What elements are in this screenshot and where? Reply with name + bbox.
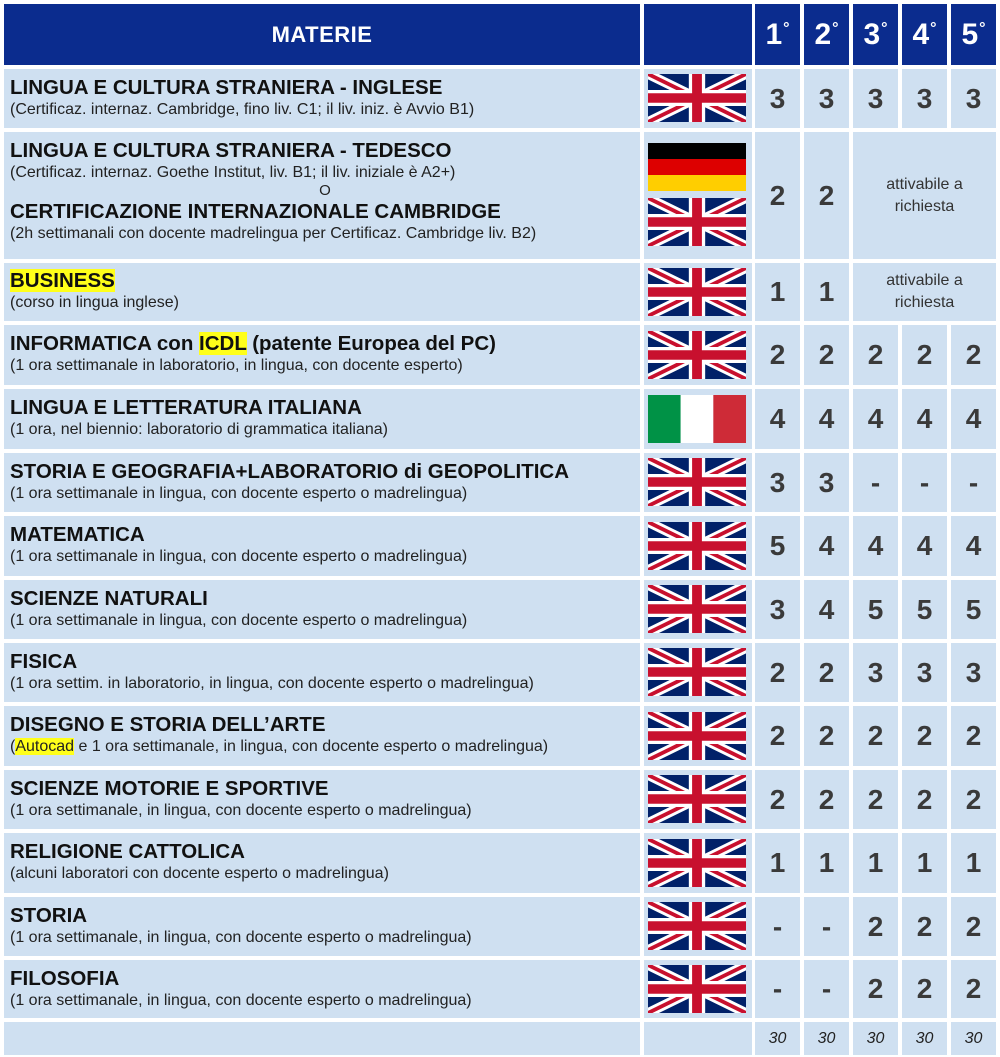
hours-year-5: 3 xyxy=(951,69,996,128)
subject-title: RELIGIONE CATTOLICA xyxy=(10,840,245,863)
hours-year-2: 4 xyxy=(804,580,849,639)
header-year-4: 4 ° xyxy=(902,4,947,65)
total-year-2: 30 xyxy=(804,1022,849,1055)
hours-year-2: 3 xyxy=(804,69,849,128)
subject-title-2: CERTIFICAZIONE INTERNAZIONALE CAMBRIDGE xyxy=(10,200,501,223)
uk-flag-icon xyxy=(648,331,746,379)
hours-year-4: 2 xyxy=(902,960,947,1018)
uk-flag-icon xyxy=(648,585,746,633)
uk-flag-icon xyxy=(648,775,746,823)
uk-flag-icon xyxy=(648,458,746,506)
highlighted-text: Autocad xyxy=(15,738,75,755)
hours-year-5: 2 xyxy=(951,770,996,829)
hours-year-4: 2 xyxy=(902,706,947,766)
hours-year-1: 2 xyxy=(755,643,800,702)
subject-note: (1 ora settimanale in lingua, con docente esperto o madrelingua) xyxy=(10,485,468,502)
uk-flag-icon xyxy=(648,268,746,316)
header-year-1: 1 ° xyxy=(755,4,800,65)
hours-year-5: - xyxy=(951,453,996,512)
hours-year-5: 2 xyxy=(951,706,996,766)
hours-year-1: 3 xyxy=(755,69,800,128)
subject-note: (1 ora, nel biennio: laboratorio di grammatica italiana) xyxy=(10,421,388,438)
hours-year-1: 1 xyxy=(755,263,800,321)
hours-year-2: 2 xyxy=(804,706,849,766)
subject-cell xyxy=(4,706,640,766)
subject-cell xyxy=(4,69,640,128)
subject-note: (Autocad e 1 ora settimanale, in lingua, con docente esperto o madrelingua) xyxy=(10,738,549,755)
hours-year-2: - xyxy=(804,960,849,1018)
header-materie: MATERIE xyxy=(4,4,640,65)
header-year-3: 3 ° xyxy=(853,4,898,65)
hours-year-2: 1 xyxy=(804,833,849,893)
subject-note: (Certificaz. internaz. Cambridge, fino liv. C1; il liv. iniz. è Avvio B1) xyxy=(10,101,475,118)
subject-title: STORIA xyxy=(10,904,88,927)
hours-year-4: 5 xyxy=(902,580,947,639)
totals-label-cell xyxy=(4,1022,640,1055)
subject-cell xyxy=(4,389,640,449)
germany-flag-icon xyxy=(648,143,746,191)
subject-title: DISEGNO E STORIA DELL’ARTE xyxy=(10,713,326,736)
highlighted-text: ICDL xyxy=(199,332,247,355)
subject-note: (corso in lingua inglese) xyxy=(10,294,179,311)
subject-cell xyxy=(4,580,640,639)
italy-flag-icon xyxy=(648,395,746,443)
subject-cell xyxy=(4,263,640,321)
hours-year-4: 2 xyxy=(902,325,947,385)
subject-note-2: (2h settimanali con docente madrelingua per Certificaz. Cambridge liv. B2) xyxy=(10,225,537,242)
hours-year-3: 2 xyxy=(853,897,898,956)
hours-year-3: 2 xyxy=(853,770,898,829)
total-year-1: 30 xyxy=(755,1022,800,1055)
hours-year-4: - xyxy=(902,453,947,512)
hours-year-2: 3 xyxy=(804,453,849,512)
subject-note: (1 ora settimanale in lingua, con docente esperto o madrelingua) xyxy=(10,548,468,565)
hours-year-2: 4 xyxy=(804,516,849,576)
subject-cell xyxy=(4,325,640,385)
uk-flag-icon xyxy=(648,198,746,246)
hours-year-1: 4 xyxy=(755,389,800,449)
hours-year-3: 2 xyxy=(853,706,898,766)
hours-year-2: 2 xyxy=(804,770,849,829)
total-year-3: 30 xyxy=(853,1022,898,1055)
subject-cell xyxy=(4,833,640,893)
subject-note: (alcuni laboratori con docente esperto o madrelingua) xyxy=(10,865,389,882)
subject-title: SCIENZE NATURALI xyxy=(10,587,208,610)
hours-year-5: 3 xyxy=(951,643,996,702)
subject-title: LINGUA E CULTURA STRANIERA - TEDESCO xyxy=(10,139,452,162)
hours-year-3: 4 xyxy=(853,389,898,449)
hours-year-1: 2 xyxy=(755,325,800,385)
uk-flag-icon xyxy=(648,74,746,122)
subject-note: (1 ora settimanale, in lingua, con docente esperto o madrelingua) xyxy=(10,802,472,819)
subject-title: SCIENZE MOTORIE E SPORTIVE xyxy=(10,777,329,800)
hours-year-1: 2 xyxy=(755,770,800,829)
subject-note: (1 ora settim. in laboratorio, in lingua, con docente esperto o madrelingua) xyxy=(10,675,534,692)
hours-year-3: 3 xyxy=(853,643,898,702)
subject-note: (1 ora settimanale, in lingua, con docente esperto o madrelingua) xyxy=(10,992,472,1009)
hours-year-4: 2 xyxy=(902,770,947,829)
hours-year-4: 1 xyxy=(902,833,947,893)
hours-year-2: 4 xyxy=(804,389,849,449)
subject-cell xyxy=(4,132,640,259)
hours-year-5: 4 xyxy=(951,516,996,576)
hours-year-2: 2 xyxy=(804,325,849,385)
hours-year-5: 1 xyxy=(951,833,996,893)
hours-year-1: 3 xyxy=(755,453,800,512)
hours-year-1: - xyxy=(755,897,800,956)
subject-title xyxy=(10,269,640,293)
hours-year-3: 2 xyxy=(853,325,898,385)
highlighted-text: BUSINESS xyxy=(10,269,115,292)
subject-title: FISICA xyxy=(10,650,78,673)
hours-year-2: 2 xyxy=(804,643,849,702)
uk-flag-icon xyxy=(648,902,746,950)
totals-flag-cell xyxy=(644,1022,752,1055)
hours-year-5: 4 xyxy=(951,389,996,449)
subject-cell xyxy=(4,770,640,829)
subject-or: O xyxy=(319,182,331,199)
total-year-4: 30 xyxy=(902,1022,947,1055)
subject-cell xyxy=(4,453,640,512)
hours-year-2: - xyxy=(804,897,849,956)
hours-year-1: 3 xyxy=(755,580,800,639)
header-year-5: 5 ° xyxy=(951,4,996,65)
hours-year-4: 3 xyxy=(902,69,947,128)
subject-cell xyxy=(4,960,640,1018)
subject-cell xyxy=(4,897,640,956)
subject-title: INFORMATICA con ICDL (patente Europea del PC) xyxy=(10,332,496,355)
hours-year-1: 1 xyxy=(755,833,800,893)
hours-year-4: 2 xyxy=(902,897,947,956)
hours-year-5: 2 xyxy=(951,325,996,385)
on-request-note: attivabile a richiesta xyxy=(853,263,996,321)
hours-year-4: 4 xyxy=(902,389,947,449)
subject-cell xyxy=(4,643,640,702)
hours-year-1: 2 xyxy=(755,706,800,766)
subject-title: FILOSOFIA xyxy=(10,967,120,990)
hours-year-2: 1 xyxy=(804,263,849,321)
uk-flag-icon xyxy=(648,965,746,1013)
hours-year-3: 5 xyxy=(853,580,898,639)
hours-year-5: 5 xyxy=(951,580,996,639)
subject-note: (1 ora settimanale in lingua, con docente esperto o madrelingua) xyxy=(10,612,468,629)
hours-year-1: - xyxy=(755,960,800,1018)
subject-note: (1 ora settimanale, in lingua, con docente esperto o madrelingua) xyxy=(10,929,472,946)
hours-year-1: 2 xyxy=(755,132,800,259)
on-request-note: attivabile a richiesta xyxy=(853,132,996,259)
hours-year-3: 1 xyxy=(853,833,898,893)
hours-year-1: 5 xyxy=(755,516,800,576)
uk-flag-icon xyxy=(648,712,746,760)
hours-year-4: 3 xyxy=(902,643,947,702)
hours-year-2: 2 xyxy=(804,132,849,259)
hours-year-3: 3 xyxy=(853,69,898,128)
subject-title: MATEMATICA xyxy=(10,523,145,546)
total-year-5: 30 xyxy=(951,1022,996,1055)
subject-cell xyxy=(4,516,640,576)
hours-year-3: 4 xyxy=(853,516,898,576)
uk-flag-icon xyxy=(648,839,746,887)
hours-year-3: 2 xyxy=(853,960,898,1018)
header-flag-column xyxy=(644,4,752,65)
header-year-2: 2 ° xyxy=(804,4,849,65)
uk-flag-icon xyxy=(648,648,746,696)
hours-year-4: 4 xyxy=(902,516,947,576)
hours-year-3: - xyxy=(853,453,898,512)
subject-title: LINGUA E CULTURA STRANIERA - INGLESE xyxy=(10,76,443,99)
subject-note: (1 ora settimanale in laboratorio, in lingua, con docente esperto) xyxy=(10,357,463,374)
subject-note: (Certificaz. internaz. Goethe Institut, liv. B1; il liv. iniziale è A2+) xyxy=(10,164,456,181)
subject-title: LINGUA E LETTERATURA ITALIANA xyxy=(10,396,362,419)
hours-year-5: 2 xyxy=(951,960,996,1018)
uk-flag-icon xyxy=(648,522,746,570)
hours-year-5: 2 xyxy=(951,897,996,956)
subject-title: STORIA E GEOGRAFIA+LABORATORIO di GEOPOLITICA xyxy=(10,460,570,483)
